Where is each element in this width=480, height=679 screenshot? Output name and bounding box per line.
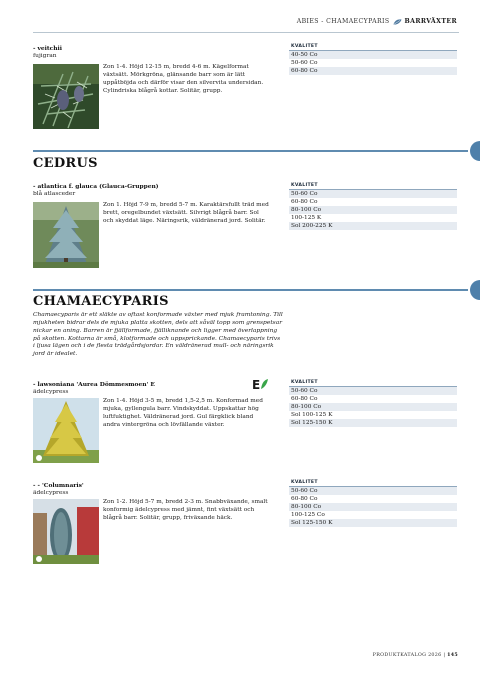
product-photo [33, 499, 99, 564]
size-row: 100-125 K [291, 215, 322, 221]
product-photo [33, 64, 99, 129]
size-table-header: KVALITET [289, 480, 457, 487]
size-row: 80-100 Co [289, 206, 457, 214]
section-tab-marker [470, 141, 480, 161]
size-row: Sol 200-225 K [289, 222, 457, 230]
product-name: - lawsoniana 'Aurea Dömmesmoen' E [33, 381, 155, 388]
product-description: Zon 1. Höjd 7-9 m, bredd 5-7 m. Karaktärsfullt träd med brett, oregelbundet växtsätt. Silvrigt blågrå barr. Sol och skyddat läge. Näringsrik, väldränerad jord. Solitär. [103, 202, 269, 224]
product-name: - - 'Columnaris' [33, 482, 84, 489]
size-row: 50-60 Co [291, 60, 318, 66]
product-common-name: ädelcypress [33, 490, 69, 496]
size-row: 60-80 Co [291, 396, 318, 402]
section-tab-marker [470, 280, 480, 300]
size-table [289, 44, 457, 75]
product-common-name: blå atlasceder [33, 191, 76, 197]
product-description: Zon 1-4. Höjd 12-15 m, bredd 4-6 m. Kägelformat växtsätt. Mörkgröna, glänsande barr som är lätt uppåtböjda och därför visar den silvervita undersidan. Cylindriska blågrå kottar. Solitär, grupp. [103, 64, 264, 94]
header-category: ABIES - CHAMAECYPARIS [296, 18, 390, 25]
size-row: 100-125 Co [291, 512, 325, 518]
size-row: 60-80 Co [291, 199, 318, 205]
e-plant-badge [252, 378, 268, 391]
footer-separator: | [443, 653, 446, 658]
product-name: - veitchii [33, 45, 62, 52]
product-common-name: ädelcypress [33, 389, 69, 395]
size-table-header: KVALITET [289, 44, 457, 51]
section-divider [33, 150, 468, 152]
size-table-header: KVALITET [289, 380, 457, 387]
section-divider [33, 289, 468, 291]
size-row: Sol 125-150 K [289, 419, 457, 427]
product-photo [33, 398, 99, 463]
size-row: 50-60 Co [289, 190, 457, 198]
section-intro: Chamaecyparis är ett släkte av oftast konformade växter med mjuk framtoning. Till mjukheten bidrar dels de mjuka platta skotten, dels att såväl topp som grenspetsar nickar en aning. Barren är fjällformade, fjälliknande och ligger med överlappning på skotten. Kottarna är små, klotformade och uppsprickande. Chamaecyparis trivs i ljusa lägen och i de flesta trädgårdsjordar. En väldränerad mull- och näringsrik jord är idealet. [33, 312, 283, 358]
product-description: Zon 1-4. Höjd 3-5 m, bredd 1,5-2,5 m. Konformad med mjuka, gyllengula barr. Vindskyddat. Uppskattar hög luftfuktighet. Väldränerad jord. Gul färgklick bland andra vintergröna och lövfällande växter. [103, 398, 263, 428]
product-common-name: fujigran [33, 53, 57, 59]
size-row: 80-100 Co [289, 403, 457, 411]
size-table [289, 480, 457, 527]
product-photo [33, 202, 99, 268]
leaf-icon [393, 19, 402, 25]
size-table [289, 183, 457, 230]
product-name: - atlantica f. glauca (Glauca-Gruppen) [33, 183, 159, 190]
footer-catalog: PRODUKTKATALOG 2026 [372, 653, 442, 658]
section-title: CEDRUS [33, 156, 98, 171]
page-footer [373, 652, 458, 658]
header-group: BARRVÄXTER [404, 18, 457, 25]
size-row: Sol 125-150 K [289, 519, 457, 527]
running-header [297, 18, 457, 25]
size-row: 80-100 Co [289, 503, 457, 511]
header-divider [33, 32, 459, 33]
product-description: Zon 1-2. Höjd 5-7 m, bredd 2-3 m. Snabbväxande, smalt konformig ädelcypress med jämnt, fint växtsätt och blågrå barr. Solitär, grupp, friväxande häck. [103, 499, 268, 521]
size-row: 60-80 Co [289, 67, 457, 75]
size-table-header: KVALITET [289, 183, 457, 190]
size-row: 50-60 Co [289, 387, 457, 395]
size-row: 50-60 Co [289, 487, 457, 495]
size-table [289, 380, 457, 427]
size-row: 60-80 Co [291, 496, 318, 502]
size-row: Sol 100-125 K [291, 412, 333, 418]
size-row: 40-50 Co [289, 51, 457, 59]
svg-text:E: E [252, 378, 261, 391]
page-number: 145 [447, 652, 458, 658]
section-title: CHAMAECYPARIS [33, 294, 169, 309]
